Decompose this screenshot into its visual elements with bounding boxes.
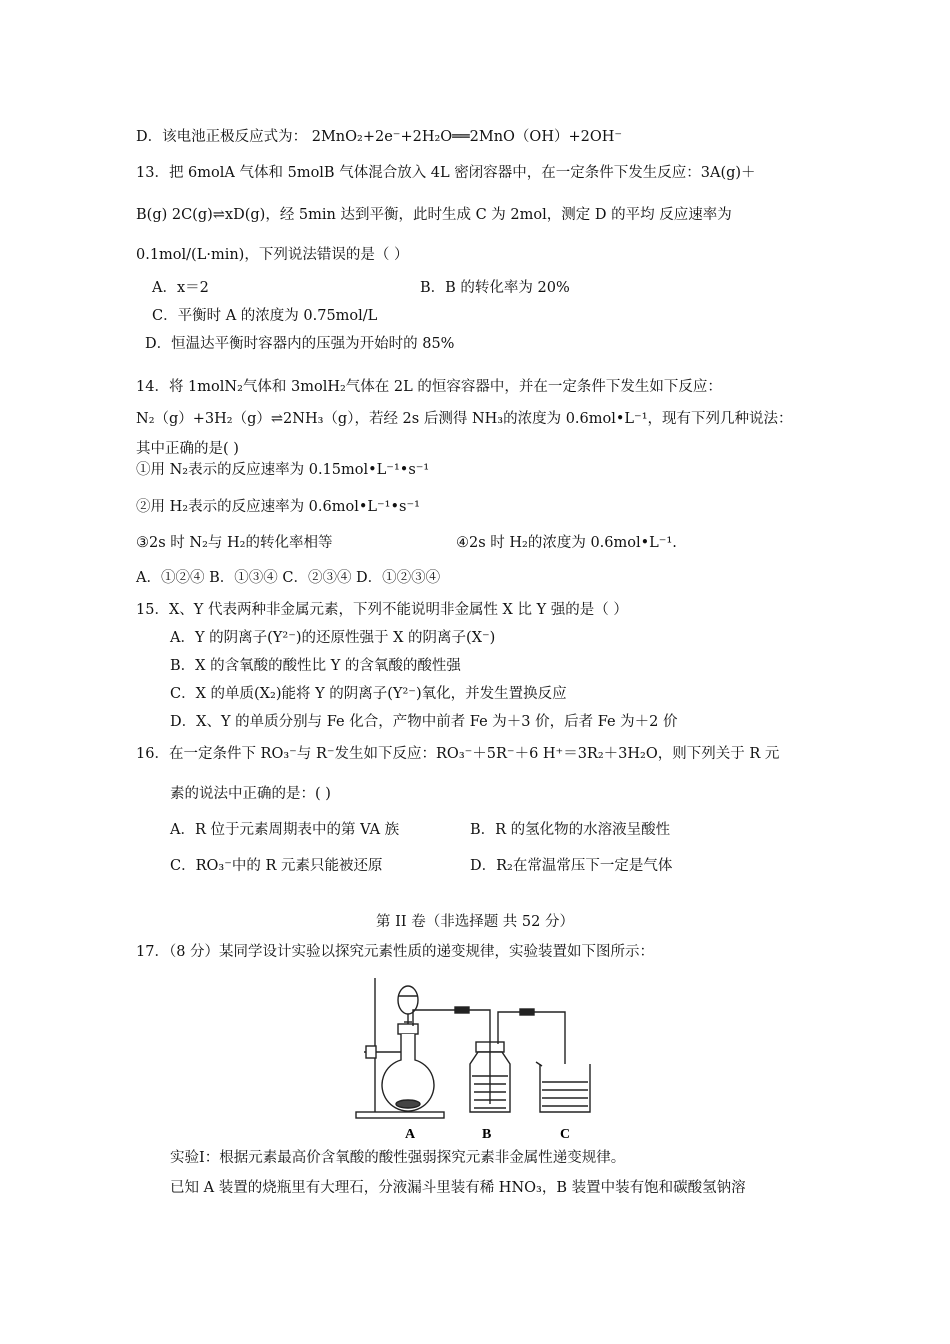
label-b: B [482, 1127, 492, 1142]
q16-option-d: D．R₂在常温常压下一定是气体 [470, 858, 673, 874]
q16-option-a: A．R 位于元素周期表中的第 VA 族 [170, 822, 400, 838]
q15-option-c: C．X 的单质(X₂)能将 Y 的阴离子(Y²⁻)氧化，并发生置换反应 [170, 686, 567, 702]
q14-statement-2: ②用 H₂表示的反应速率为 0.6mol•L⁻¹•s⁻¹ [136, 499, 420, 515]
q16-option-c: C．RO₃⁻中的 R 元素只能被还原 [170, 858, 383, 874]
q13-stem-line1: 13．把 6molA 气体和 5molB 气体混合放入 4L 密闭容器中，在一定条件下发生反应：3A(g)＋ [136, 165, 756, 181]
q16-stem-line1: 16．在一定条件下 RO₃⁻与 R⁻发生如下反应：RO₃⁻＋5R⁻＋6 H⁺＝3R₂＋3H₂O，则下列关于 R 元 [136, 746, 780, 762]
q14-stem-line2: N₂（g）+3H₂（g）⇌2NH₃（g），若经 2s 后测得 NH₃的浓度为 0.6mol•L⁻¹，现有下列几种说法： [136, 411, 793, 427]
q17-experiment-1: 实验Ⅰ：根据元素最高价含氧酸的酸性强弱探究元素非金属性递变规律。 [170, 1150, 626, 1166]
q15-option-d: D．X、Y 的单质分别与 Fe 化合，产物中前者 Fe 为＋3 价，后者 Fe 为＋2 价 [170, 714, 678, 730]
label-a: A [405, 1127, 416, 1142]
q14-statement-3: ③2s 时 N₂与 H₂的转化率相等 [136, 535, 333, 551]
q13-stem-line3: 0.1mol/(L·min)，下列说法错误的是（ ） [136, 247, 409, 263]
marble-chips [396, 1100, 420, 1108]
q14-options: A．①②④ B．①③④ C．②③④ D．①②③④ [136, 570, 441, 586]
q15-stem: 15．X、Y 代表两种非金属元素，下列不能说明非金属性 X 比 Y 强的是（ ） [136, 602, 628, 618]
q13-option-c: C．平衡时 A 的浓度为 0.75mol/L [152, 308, 378, 324]
q15-option-a: A．Y 的阴离子(Y²⁻)的还原性强于 X 的阴离子(X⁻) [170, 630, 496, 646]
q14-statement-4: ④2s 时 H₂的浓度为 0.6mol•L⁻¹. [456, 535, 677, 551]
q12-option-d: D．该电池正极反应式为： 2MnO₂+2e⁻+2H₂O══2MnO（OH）+2OH⁻ [136, 129, 623, 145]
q13-stem-line2: B(g) 2C(g)⇌xD(g)，经 5min 达到平衡，此时生成 C 为 2mol，测定 D 的平均 反应速率为 [136, 207, 732, 223]
q13-option-a: A．x＝2 [152, 280, 209, 296]
q14-stem-line3: 其中正确的是( ) [136, 441, 239, 457]
q17-stem: 17．（8 分）某同学设计实验以探究元素性质的递变规律，实验装置如下图所示： [136, 944, 655, 960]
section-title: 第 II 卷（非选择题 共 52 分） [376, 914, 574, 930]
clamp-holder [366, 1046, 376, 1058]
beaker-c [540, 1064, 590, 1112]
label-c: C [560, 1127, 571, 1142]
apparatus-diagram [350, 972, 600, 1142]
q13-option-b: B．B 的转化率为 20% [420, 280, 570, 296]
q13-option-d: D．恒温达平衡时容器内的压强为开始时的 85% [145, 336, 455, 352]
tube-a-b [413, 1010, 490, 1042]
stand-base [356, 1112, 444, 1118]
q15-option-b: B．X 的含氧酸的酸性比 Y 的含氧酸的酸性强 [170, 658, 461, 674]
q14-stem-line1: 14．将 1molN₂气体和 3molH₂气体在 2L 的恒容容器中，并在一定条件下发生如下反应： [136, 379, 722, 395]
stopper-a [398, 1024, 418, 1034]
q14-statement-1: ①用 N₂表示的反应速率为 0.15mol•L⁻¹•s⁻¹ [136, 462, 430, 478]
q17-experiment-2: 已知 A 装置的烧瓶里有大理石，分液漏斗里装有稀 HNO₃，B 装置中装有饱和碳酸氢钠溶 [170, 1180, 746, 1196]
q16-option-b: B．R 的氢化物的水溶液呈酸性 [470, 822, 671, 838]
q16-stem-line2: 素的说法中正确的是：( ) [170, 786, 331, 802]
